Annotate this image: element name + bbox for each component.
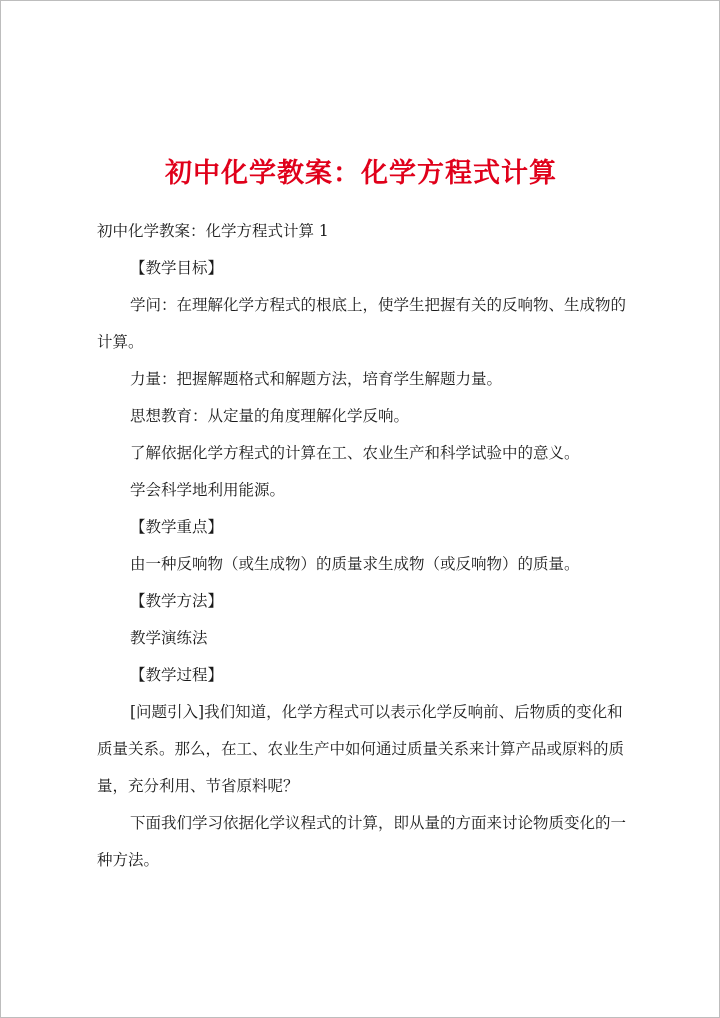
key-points-heading: 【教学重点】 <box>130 518 224 536</box>
objectives-heading: 【教学目标】 <box>130 259 224 277</box>
paragraph-significance: 了解依据化学方程式的计算在工、农业生产和科学试验中的意义。 <box>130 444 580 462</box>
document-body <box>97 213 637 879</box>
paragraph-ability: 力量：把握解题格式和解题方法，培育学生解题力量。 <box>130 370 503 388</box>
document-title: 初中化学教案：化学方程式计算 <box>165 158 557 189</box>
paragraph-intro: [问题引入]我们知道，化学方程式可以表示化学反响前、后物质的变化和质量关系。那么，在工、农业生产中如何通过质量关系来计算产品或原料的质量，充分利用、节省原料呢？ <box>97 703 625 795</box>
paragraph-key-point: 由一种反响物（或生成物）的质量求生成物（或反响物）的质量。 <box>130 555 580 573</box>
paragraph-knowledge: 学问：在理解化学方程式的根底上，使学生把握有关的反响物、生成物的计算。 <box>97 296 627 351</box>
paragraph-method: 教学演练法 <box>130 629 208 647</box>
paragraph-next: 下面我们学习依据化学议程式的计算，即从量的方面来讨论物质变化的一种方法。 <box>97 814 627 869</box>
paragraph-ideology: 思想教育：从定量的角度理解化学反响。 <box>130 407 410 425</box>
process-heading: 【教学过程】 <box>130 666 224 684</box>
section-heading: 初中化学教案：化学方程式计算 1 <box>97 222 329 240</box>
methods-heading: 【教学方法】 <box>130 592 224 610</box>
paragraph-energy: 学会科学地利用能源。 <box>130 481 286 499</box>
